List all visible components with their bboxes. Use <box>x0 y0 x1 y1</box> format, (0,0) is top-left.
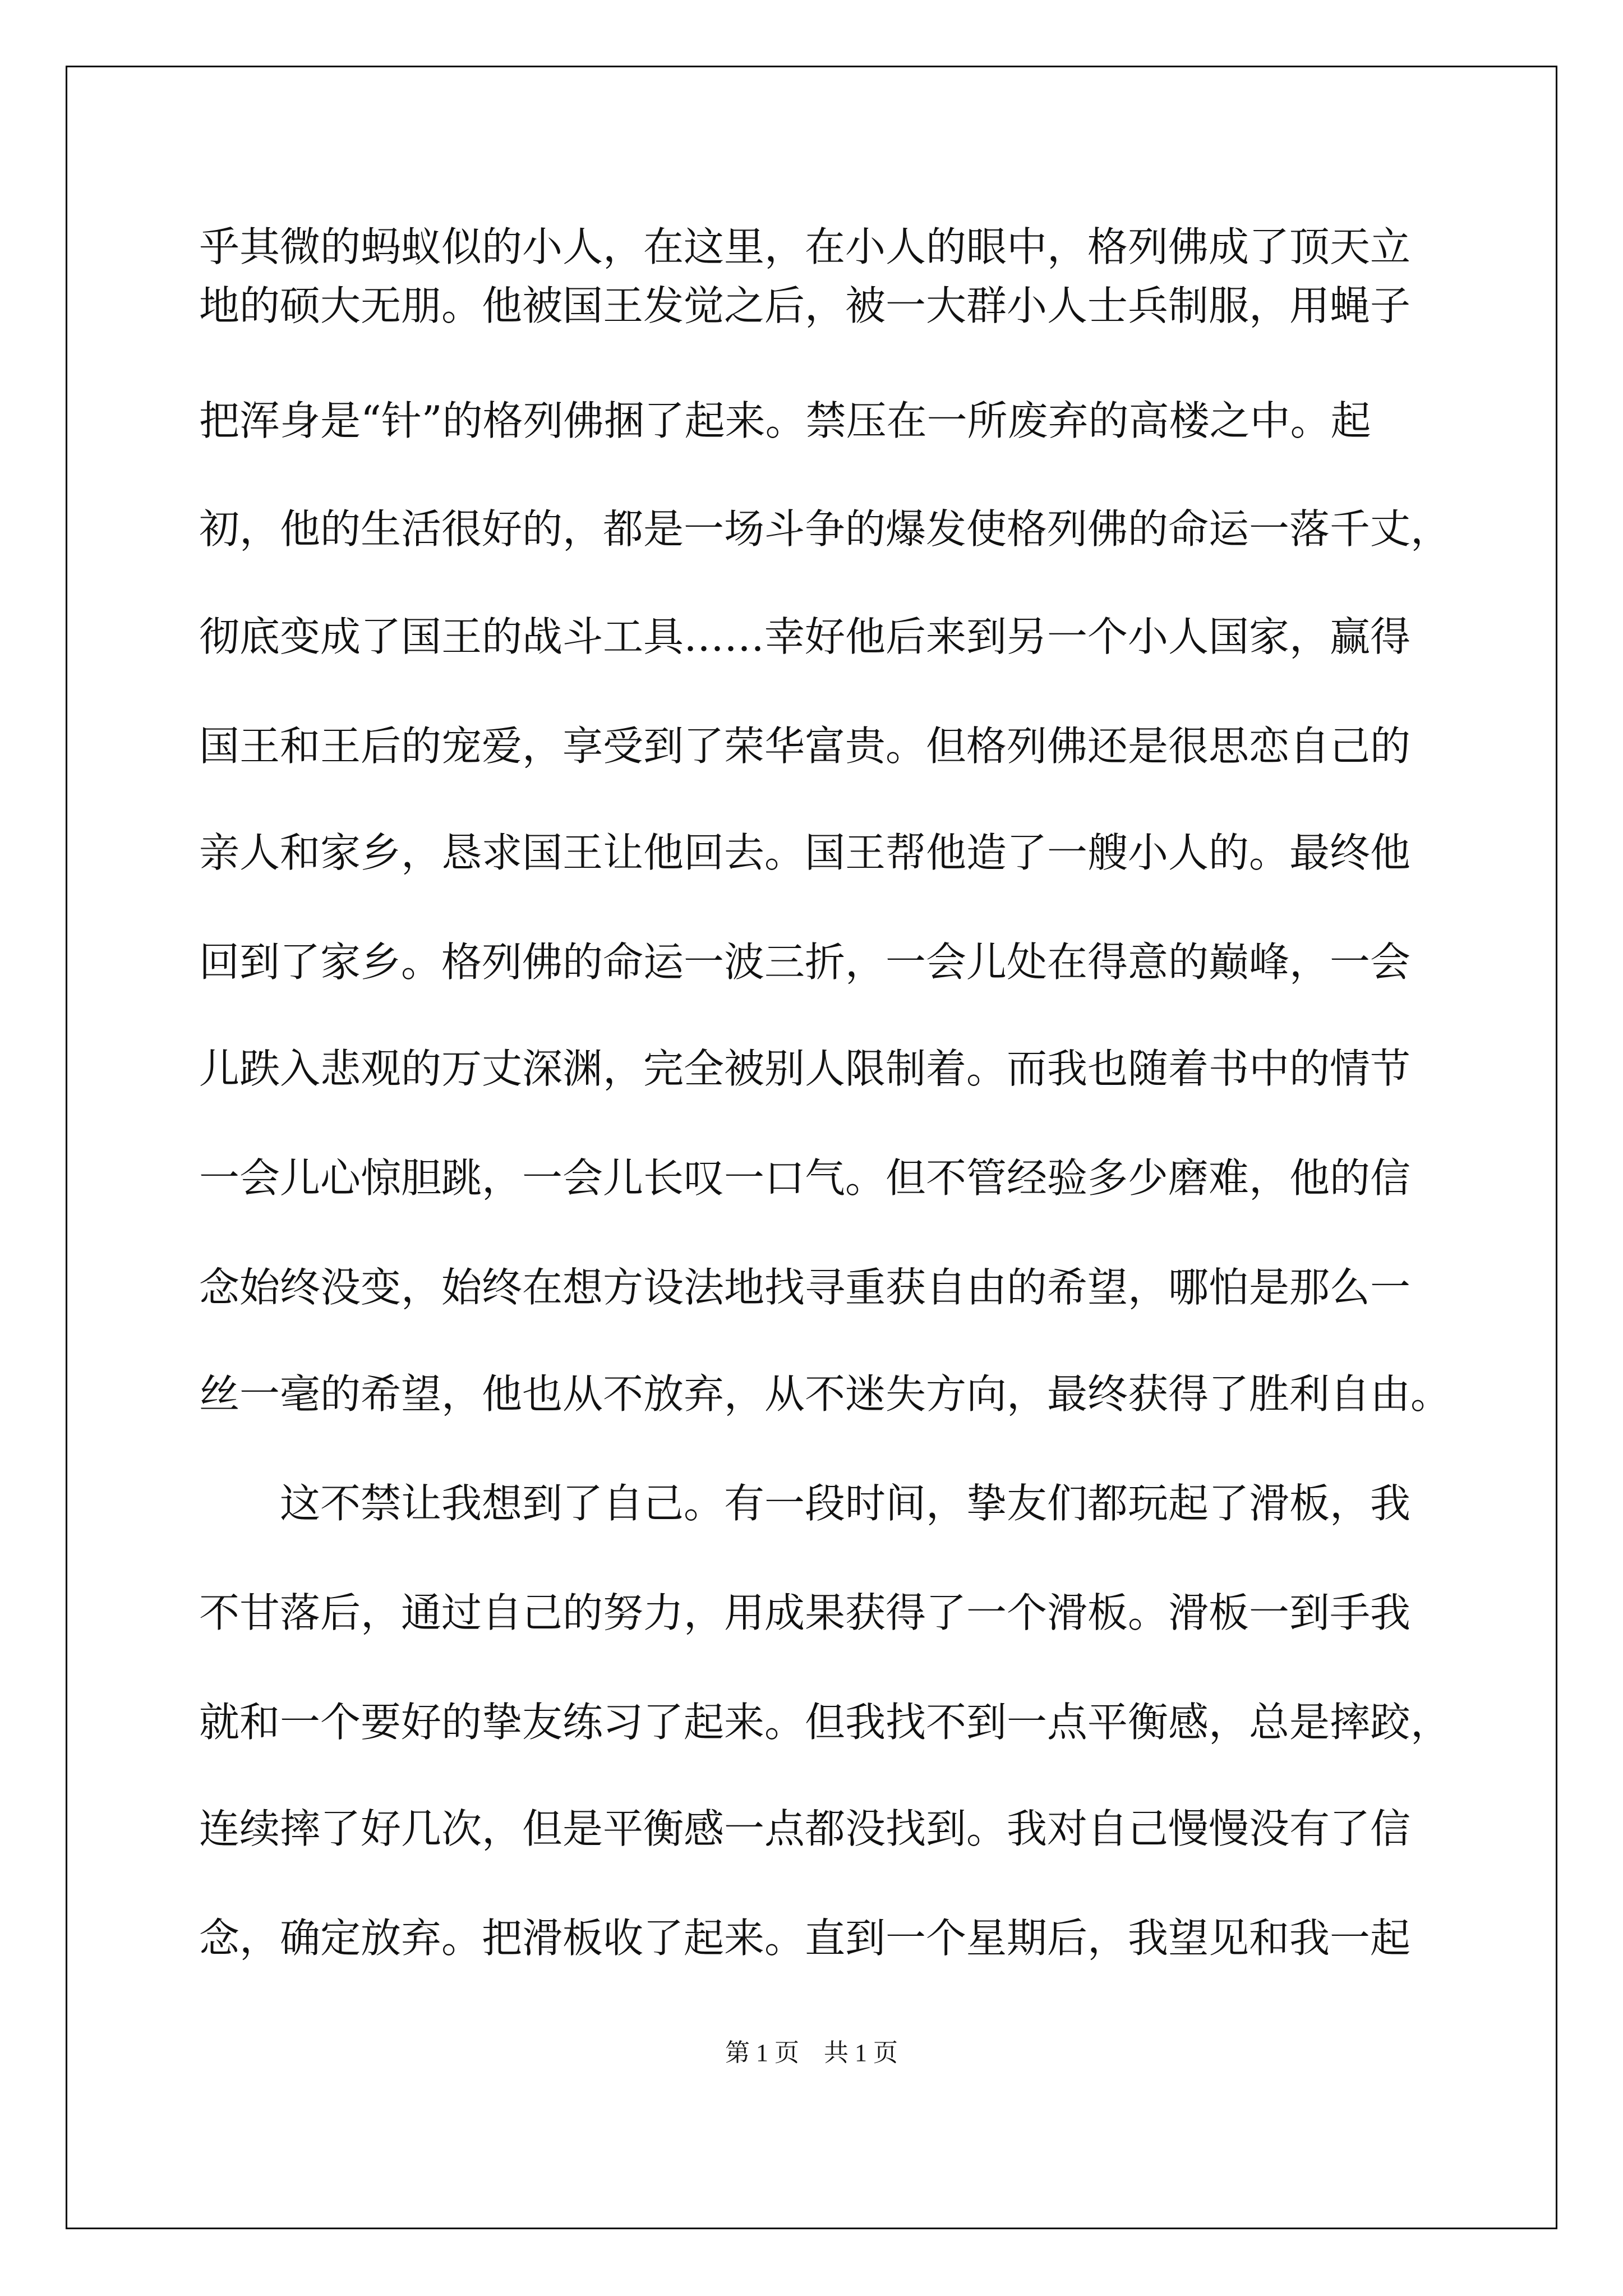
text-line: 念，确定放弃。把滑板收了起来。直到一个星期后，我望见和我一起 <box>199 1915 1411 1962</box>
text-line: 儿跌入悲观的万丈深渊，完全被别人限制着。而我也随着书中的情节 <box>199 1045 1411 1092</box>
page-number-footer: 第 1 页 共 1 页 <box>725 2039 898 2067</box>
text-line: 这不禁让我想到了自己。有一段时间，挚友们都玩起了滑板，我 <box>199 1480 1411 1527</box>
text-line: 不甘落后，通过自己的努力，用成果获得了一个滑板。滑板一到手我 <box>199 1589 1411 1636</box>
text-line: 一会儿心惊胆跳，一会儿长叹一口气。但不管经验多少磨难，他的信 <box>199 1154 1411 1202</box>
text-line: 回到了家乡。格列佛的命运一波三折，一会儿处在得意的巅峰，一会 <box>199 938 1411 986</box>
text-line: 把浑身是“针”的格列佛捆了起来。禁压在一所废弃的高楼之中。起 <box>199 397 1371 444</box>
text-line: 彻底变成了国王的战斗工具……幸好他后来到另一个小人国家，赢得 <box>199 613 1411 660</box>
text-line: 地的硕大无朋。他被国王发觉之后，被一大群小人士兵制服，用蝇子 <box>199 282 1411 329</box>
text-line: 就和一个要好的挚友练习了起来。但我找不到一点平衡感，总是摔跤， <box>199 1699 1451 1746</box>
text-line: 念始终没变，始终在想方设法地找寻重获自由的希望，哪怕是那么一 <box>199 1264 1411 1311</box>
text-line: 丝一毫的希望，他也从不放弃，从不迷失方向，最终获得了胜利自由。 <box>199 1370 1451 1418</box>
text-line: 初，他的生活很好的，都是一场斗争的爆发使格列佛的命运一落千丈， <box>199 505 1451 553</box>
text-line: 乎其微的蚂蚁似的小人，在这里，在小人的眼中，格列佛成了顶天立 <box>199 223 1411 270</box>
text-line: 国王和王后的宠爱，享受到了荣华富贵。但格列佛还是很思恋自己的 <box>199 723 1411 770</box>
text-line: 亲人和家乡，恳求国王让他回去。国王帮他造了一艘小人的。最终他 <box>199 829 1411 876</box>
page-border <box>66 66 1557 2229</box>
text-line: 连续摔了好几次，但是平衡感一点都没找到。我对自己慢慢没有了信 <box>199 1805 1411 1852</box>
